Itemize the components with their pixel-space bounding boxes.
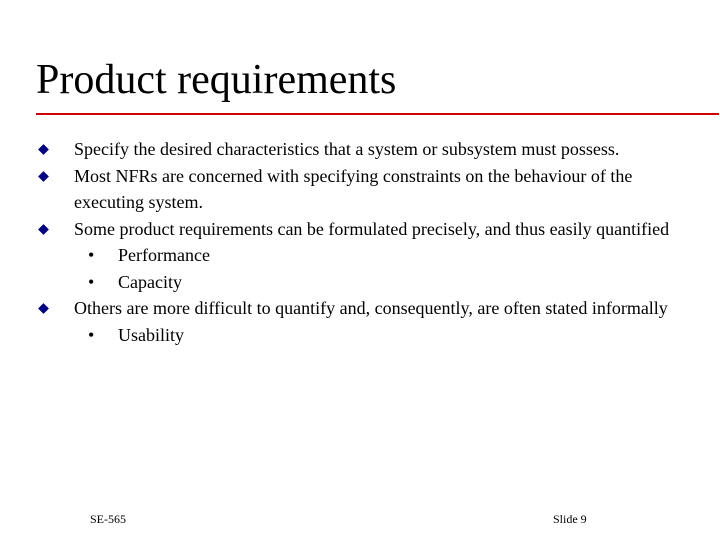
title-divider — [36, 113, 719, 115]
sub-bullet-item — [36, 322, 686, 349]
sub-bullet-item — [36, 269, 686, 296]
bullet-text: Others are more difficult to quantify and, consequently, are often stated informally — [74, 298, 668, 318]
bullet-text: Most NFRs are concerned with specifying constraints on the behaviour of the executing system. — [74, 165, 633, 212]
sub-bullet-text: Performance — [118, 245, 210, 265]
bullet-text: Some product requirements can be formulated precisely, and thus easily quantified — [74, 218, 670, 239]
dot-bullet-icon: • — [88, 324, 95, 345]
diamond-bullet-icon — [38, 144, 49, 155]
diamond-bullet-icon — [38, 303, 49, 314]
sub-bullet-text: Capacity — [118, 271, 182, 292]
sub-bullet-text: Usability — [118, 324, 184, 345]
sub-bullet-item — [36, 242, 686, 269]
diamond-bullet-icon — [38, 224, 49, 235]
bullet-text: Specify the desired characteristics that a system or subsystem must possess. — [74, 139, 620, 159]
dot-bullet-icon: • — [88, 271, 95, 292]
bullet-item — [36, 136, 686, 163]
bullet-item — [36, 295, 686, 322]
diamond-bullet-icon — [38, 171, 49, 182]
slide-title: Product requirements — [36, 57, 397, 103]
footer-slide-number: Slide 9 — [553, 512, 587, 526]
bullet-item — [36, 163, 686, 216]
bullet-item — [36, 216, 686, 243]
dot-bullet-icon: • — [88, 245, 95, 265]
footer-course: SE-565 — [90, 512, 126, 526]
bullet-list — [36, 136, 686, 348]
